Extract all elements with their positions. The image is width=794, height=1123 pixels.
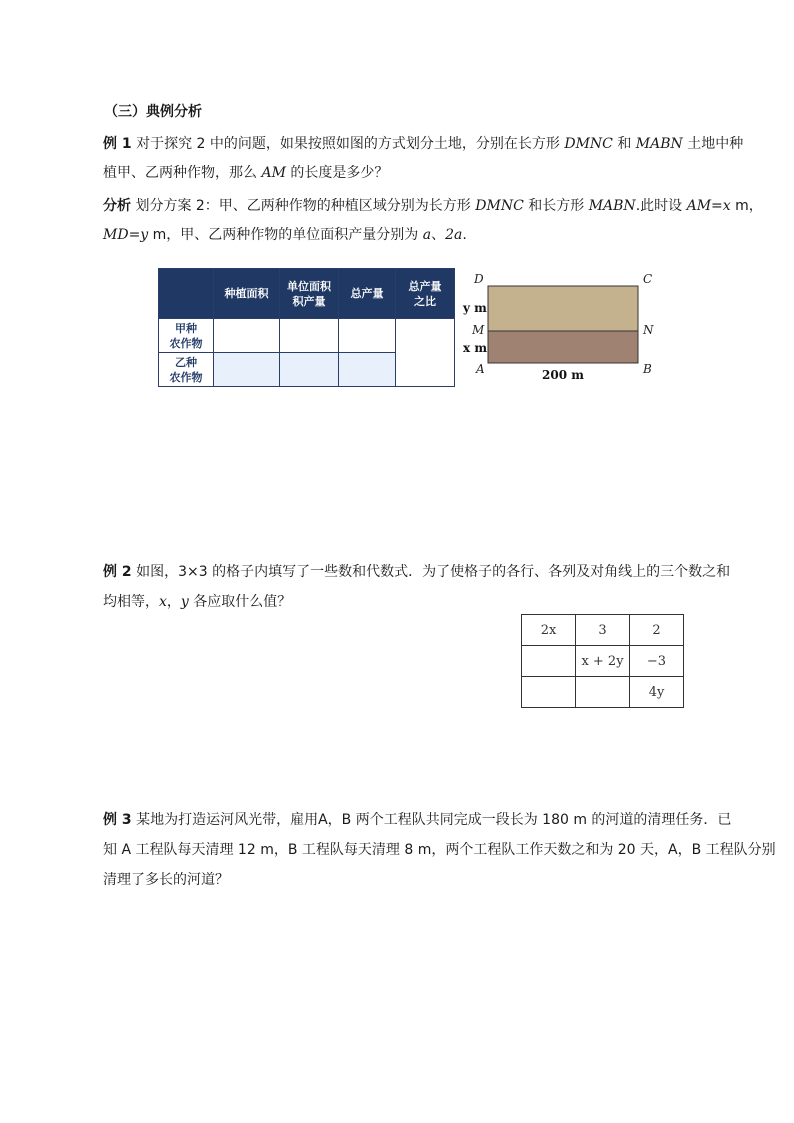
table-cell — [339, 319, 396, 353]
label-M: M — [472, 323, 485, 337]
table-cell — [214, 319, 280, 353]
label-N: N — [643, 323, 654, 337]
table-cell-ratio — [396, 319, 455, 387]
grid-cell: −3 — [630, 646, 684, 677]
grid-cell: 4y — [630, 677, 684, 708]
table-cell — [280, 319, 339, 353]
analysis-label: 分析 — [103, 198, 131, 214]
example3-line1: 例 3 某地为打造运河风光带，雇用A，B 两个工程队共同完成一段长为 180 m 的河道的清理任务．已 — [103, 812, 732, 828]
grid-cell — [522, 677, 576, 708]
grid-cell: 2 — [630, 615, 684, 646]
analysis-line1: 分析 划分方案 2：甲、乙两种作物的种植区域分别为长方形 DMNC 和长方形 MABN.此时设 AM=x m， — [103, 198, 763, 214]
yield-table — [158, 268, 455, 387]
example2-line1: 例 2 如图，3×3 的格子内填写了一些数和代数式．为了使格子的各行、各列及对角线上的三个数之和 — [103, 564, 731, 580]
table-cell — [280, 353, 339, 387]
magic-grid — [521, 614, 684, 708]
label-x-m: x m — [463, 341, 488, 355]
rect-mabn — [488, 331, 638, 363]
label-D: D — [474, 272, 484, 286]
label-B: B — [643, 362, 652, 376]
grid-cell: x + 2y — [576, 646, 630, 677]
grid-cell — [576, 677, 630, 708]
label-A: A — [476, 362, 485, 376]
row-label-crop-a: 甲种 农作物 — [159, 319, 214, 353]
example1-label: 例 1 — [103, 136, 132, 152]
rect-dmnc — [488, 286, 638, 331]
example2-label: 例 2 — [103, 564, 132, 580]
table-corner — [159, 269, 214, 319]
example2-line2: 均相等，x，y 各应取什么值？ — [103, 594, 292, 610]
label-y-m: y m — [463, 301, 487, 315]
label-200m: 200 m — [542, 368, 584, 382]
row-label-crop-b: 乙种 农作物 — [159, 353, 214, 387]
header-total-yield: 总产量 — [339, 269, 396, 319]
example3-line2: 知 A 工程队每天清理 12 m，B 工程队每天清理 8 m，两个工程队工作天数之和为 20 天，A，B 工程队分别 — [103, 842, 776, 858]
grid-cell — [522, 646, 576, 677]
analysis-line2: MD=y m，甲、乙两种作物的单位面积产量分别为 a、2a. — [103, 227, 467, 243]
label-C: C — [643, 272, 653, 286]
table-cell — [214, 353, 280, 387]
table-cell — [339, 353, 396, 387]
grid-cell: 3 — [576, 615, 630, 646]
land-diagram-svg — [462, 270, 662, 382]
example1-line1: 例 1 对于探究 2 中的问题，如果按照如图的方式划分土地，分别在长方形 DMNC 和 MABN 土地中种 — [103, 136, 744, 152]
example3-line3: 清理了多长的河道？ — [103, 872, 229, 888]
header-yield-ratio: 总产量 之比 — [396, 269, 455, 319]
section-title: （三）典例分析 — [104, 104, 202, 120]
header-unit-yield: 单位面积 积产量 — [280, 269, 339, 319]
land-diagram — [462, 270, 662, 382]
header-area: 种植面积 — [214, 269, 280, 319]
example3-label: 例 3 — [103, 812, 132, 828]
example1-line2: 植甲、乙两种作物，那么 AM 的长度是多少？ — [103, 165, 389, 181]
grid-cell: 2x — [522, 615, 576, 646]
